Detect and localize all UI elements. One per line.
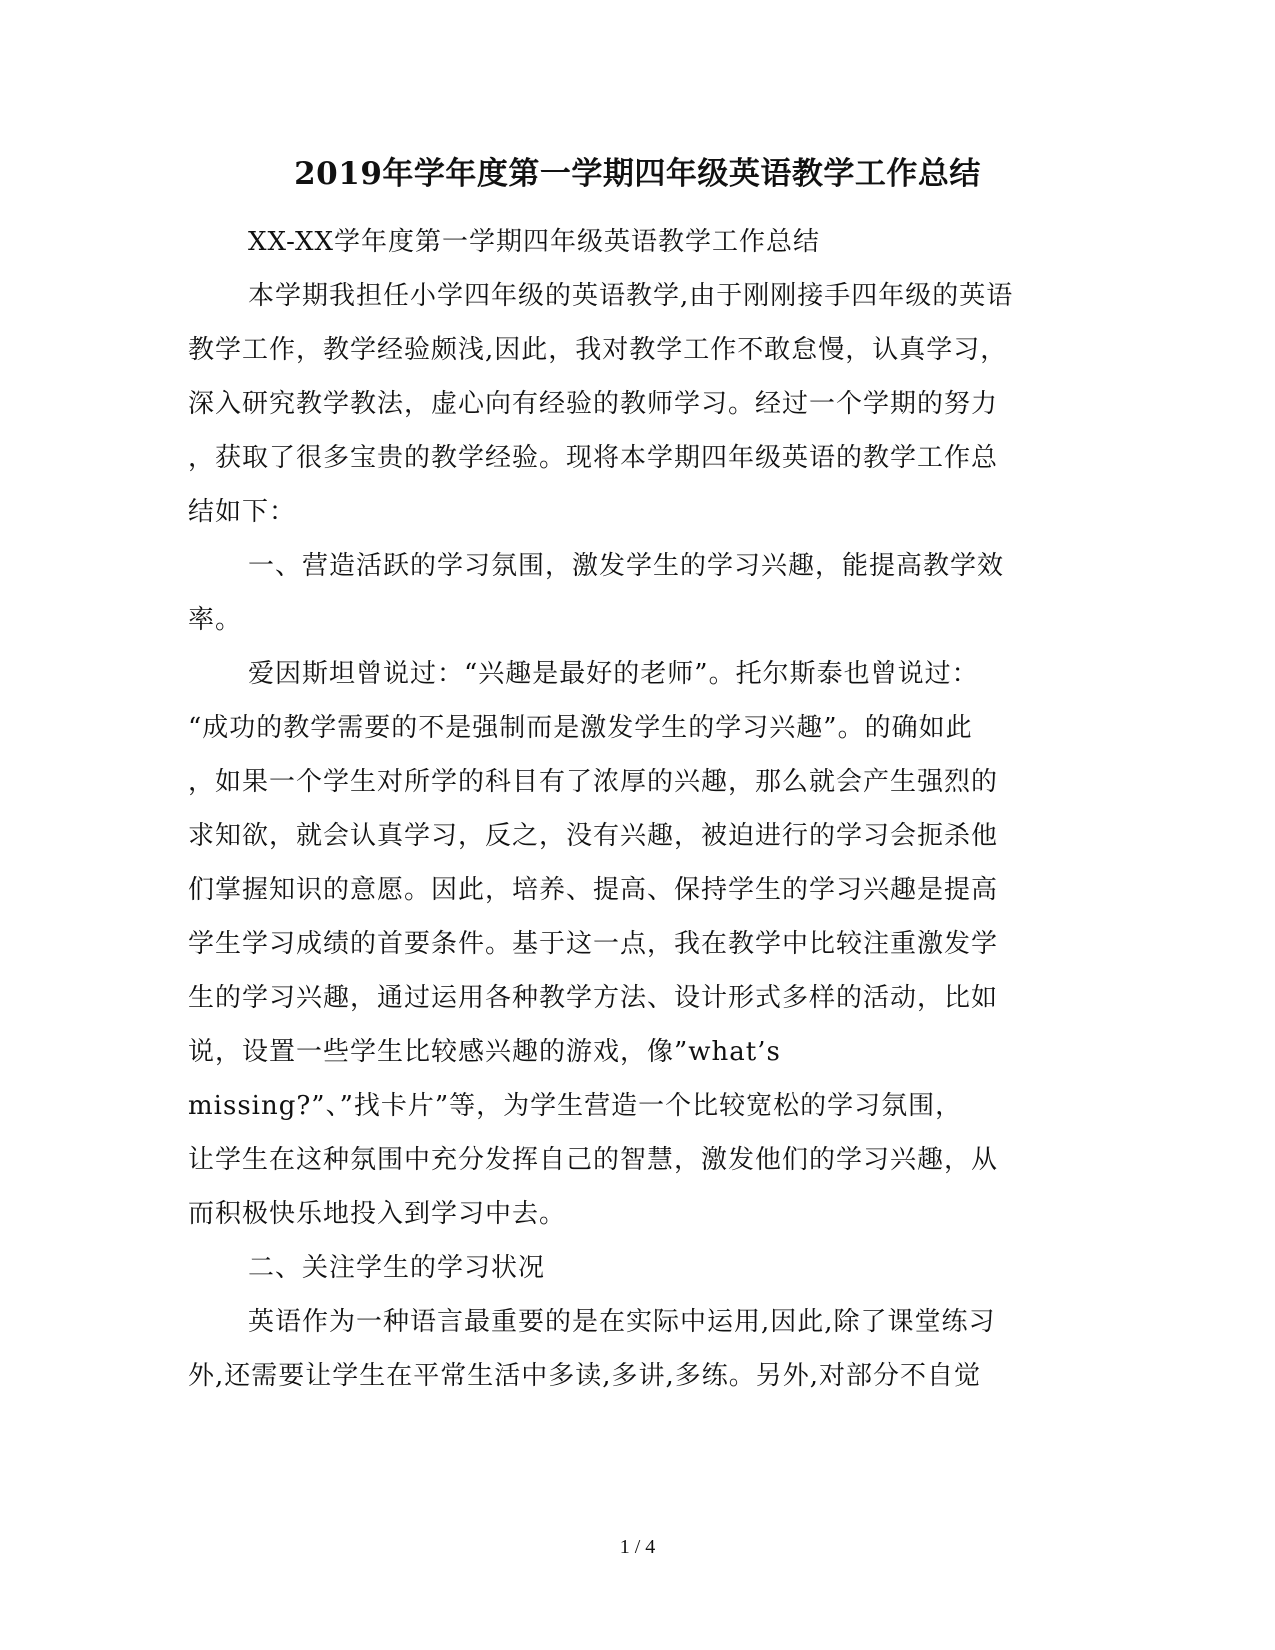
- paragraph-line: 求知欲，就会认真学习，反之，没有兴趣，被迫进行的学习会扼杀他: [188, 821, 999, 851]
- paragraph-line: 本学期我担任小学四年级的英语教学,由于刚刚接手四年级的英语: [248, 281, 1014, 311]
- paragraph-line: 而积极快乐地投入到学习中去。: [188, 1199, 567, 1229]
- section-heading-line: 二、关注学生的学习状况: [248, 1253, 546, 1283]
- paragraph-line: 生的学习兴趣，通过运用各种教学方法、设计形式多样的活动，比如: [188, 983, 999, 1013]
- paragraph-line: missing?”、”找卡片”等，为学生营造一个比较宽松的学习氛围，: [188, 1091, 963, 1121]
- paragraph-line: 说，设置一些学生比较感兴趣的游戏，像”what’s: [188, 1037, 781, 1067]
- subtitle-line: XX-XX学年度第一学期四年级英语教学工作总结: [248, 227, 820, 257]
- paragraph-line: 英语作为一种语言最重要的是在实际中运用,因此,除了课堂练习: [248, 1307, 996, 1337]
- paragraph-line: 外,还需要让学生在平常生活中多读,多讲,多练。另外,对部分不自觉: [188, 1361, 982, 1391]
- section-heading-line: 率。: [188, 605, 243, 635]
- paragraph-line: 学生学习成绩的首要条件。基于这一点，我在教学中比较注重激发学: [188, 929, 999, 959]
- paragraph-line: “成功的教学需要的不是强制而是激发学生的学习兴趣”。的确如此: [188, 713, 973, 743]
- section-heading-line: 一、营造活跃的学习氛围，激发学生的学习兴趣，能提高教学效: [248, 551, 1005, 581]
- paragraph-line: 结如下：: [188, 497, 297, 527]
- paragraph-line: 爱因斯坦曾说过：“兴趣是最好的老师”。托尔斯泰也曾说过：: [248, 659, 979, 689]
- paragraph-line: 让学生在这种氛围中充分发挥自己的智慧，激发他们的学习兴趣，从: [188, 1145, 999, 1175]
- paragraph-line: 们掌握知识的意愿。因此，培养、提高、保持学生的学习兴趣是提高: [188, 875, 999, 905]
- paragraph-line: 深入研究教学教法，虚心向有经验的教师学习。经过一个学期的努力: [188, 389, 999, 419]
- document-title: 2019年学年度第一学期四年级英语教学工作总结: [294, 156, 981, 192]
- paragraph-line: ，如果一个学生对所学的科目有了浓厚的兴趣，那么就会产生强烈的: [188, 767, 999, 797]
- paragraph-line: ，获取了很多宝贵的教学经验。现将本学期四年级英语的教学工作总: [188, 443, 999, 473]
- paragraph-line: 教学工作，教学经验颇浅,因此，我对教学工作不敢怠慢，认真学习，: [188, 335, 1008, 365]
- page-number: 1 / 4: [619, 1536, 656, 1558]
